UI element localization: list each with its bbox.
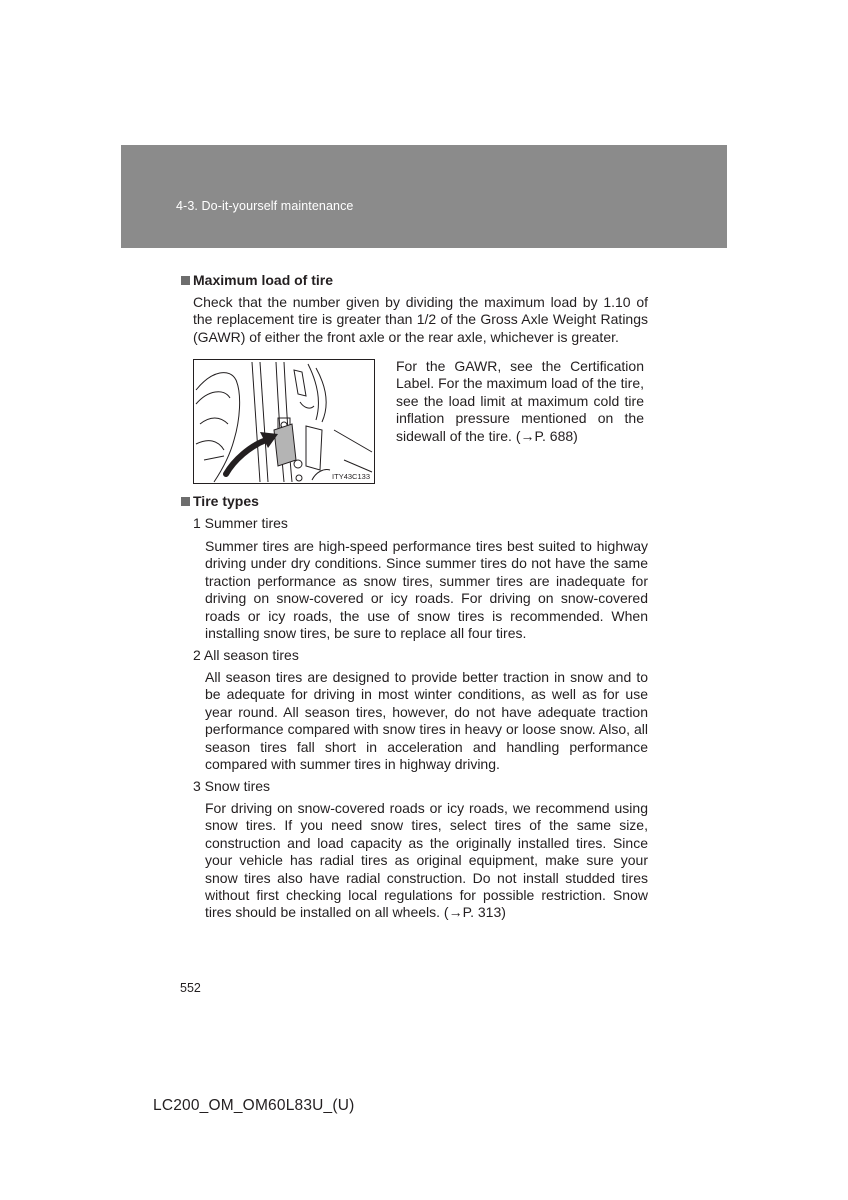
heading-maximum-load-text: Maximum load of tire — [193, 272, 334, 288]
section-header-band — [121, 145, 727, 248]
page-number: 552 — [180, 981, 201, 995]
heading-maximum-load — [181, 272, 333, 289]
figure-caption: For the GAWR, see the Certification Label. For the maximum load of the tire, see the load limit at maximum cold tire inflation pressure mentioned on the sidewall of the tire. (→P. 688) — [396, 358, 644, 444]
list-item-body-all-season: All season tires are designed to provide better traction in snow and to be adequate for driving in most winter conditions, as well as for use year round. All season tires, however, do not have adequate traction performance compared with snow tires in heavy or loose snow. Also, all season tires fall short in acceleration and handling performance compared with summer tires in highway driving. — [205, 669, 648, 773]
heading-square-icon — [181, 497, 190, 506]
certification-label-figure — [193, 359, 375, 484]
list-item-label-all-season: 2 All season tires — [193, 647, 299, 663]
list-item-body-snow: For driving on snow-covered roads or icy roads, we recommend using snow tires. If you need snow tires, select tires of the same size, construction and load capacity as the originally installed tires. Since your vehicle has radial tires as original equipment, make sure your snow tires also have radial construction. Do not install studded tires without first checking local regulations for possible restriction. Snow tires should be installed on all wheels. (→P. 313) — [205, 800, 648, 921]
section-title: 4-3. Do-it-yourself maintenance — [176, 199, 354, 213]
heading-tire-types — [181, 493, 259, 510]
door-pillar-illustration — [194, 360, 374, 483]
list-item-body-summer: Summer tires are high-speed performance tires best suited to highway driving under dry conditions. Since summer tires do not have the same traction performance as snow tires, summer tires are inadequate for driving on snow-covered or icy roads. For driving on snow-covered roads or icy roads, the use of snow tires is recommended. When installing snow tires, be sure to replace all four tires. — [205, 538, 648, 642]
figure-code: ITY43C133 — [332, 472, 370, 481]
list-item-label-snow: 3 Snow tires — [193, 778, 271, 794]
heading-square-icon — [181, 276, 190, 285]
heading-tire-types-text: Tire types — [193, 493, 259, 509]
list-item-label-summer: 1 Summer tires — [193, 515, 288, 531]
document-code: LC200_OM_OM60L83U_(U) — [153, 1097, 355, 1114]
max-load-paragraph: Check that the number given by dividing the maximum load by 1.10 of the replacement tire is greater than 1/2 of the Gross Axle Weight Ratings (GAWR) of either the front axle or the rear axle, whichever is greater. — [193, 294, 648, 345]
